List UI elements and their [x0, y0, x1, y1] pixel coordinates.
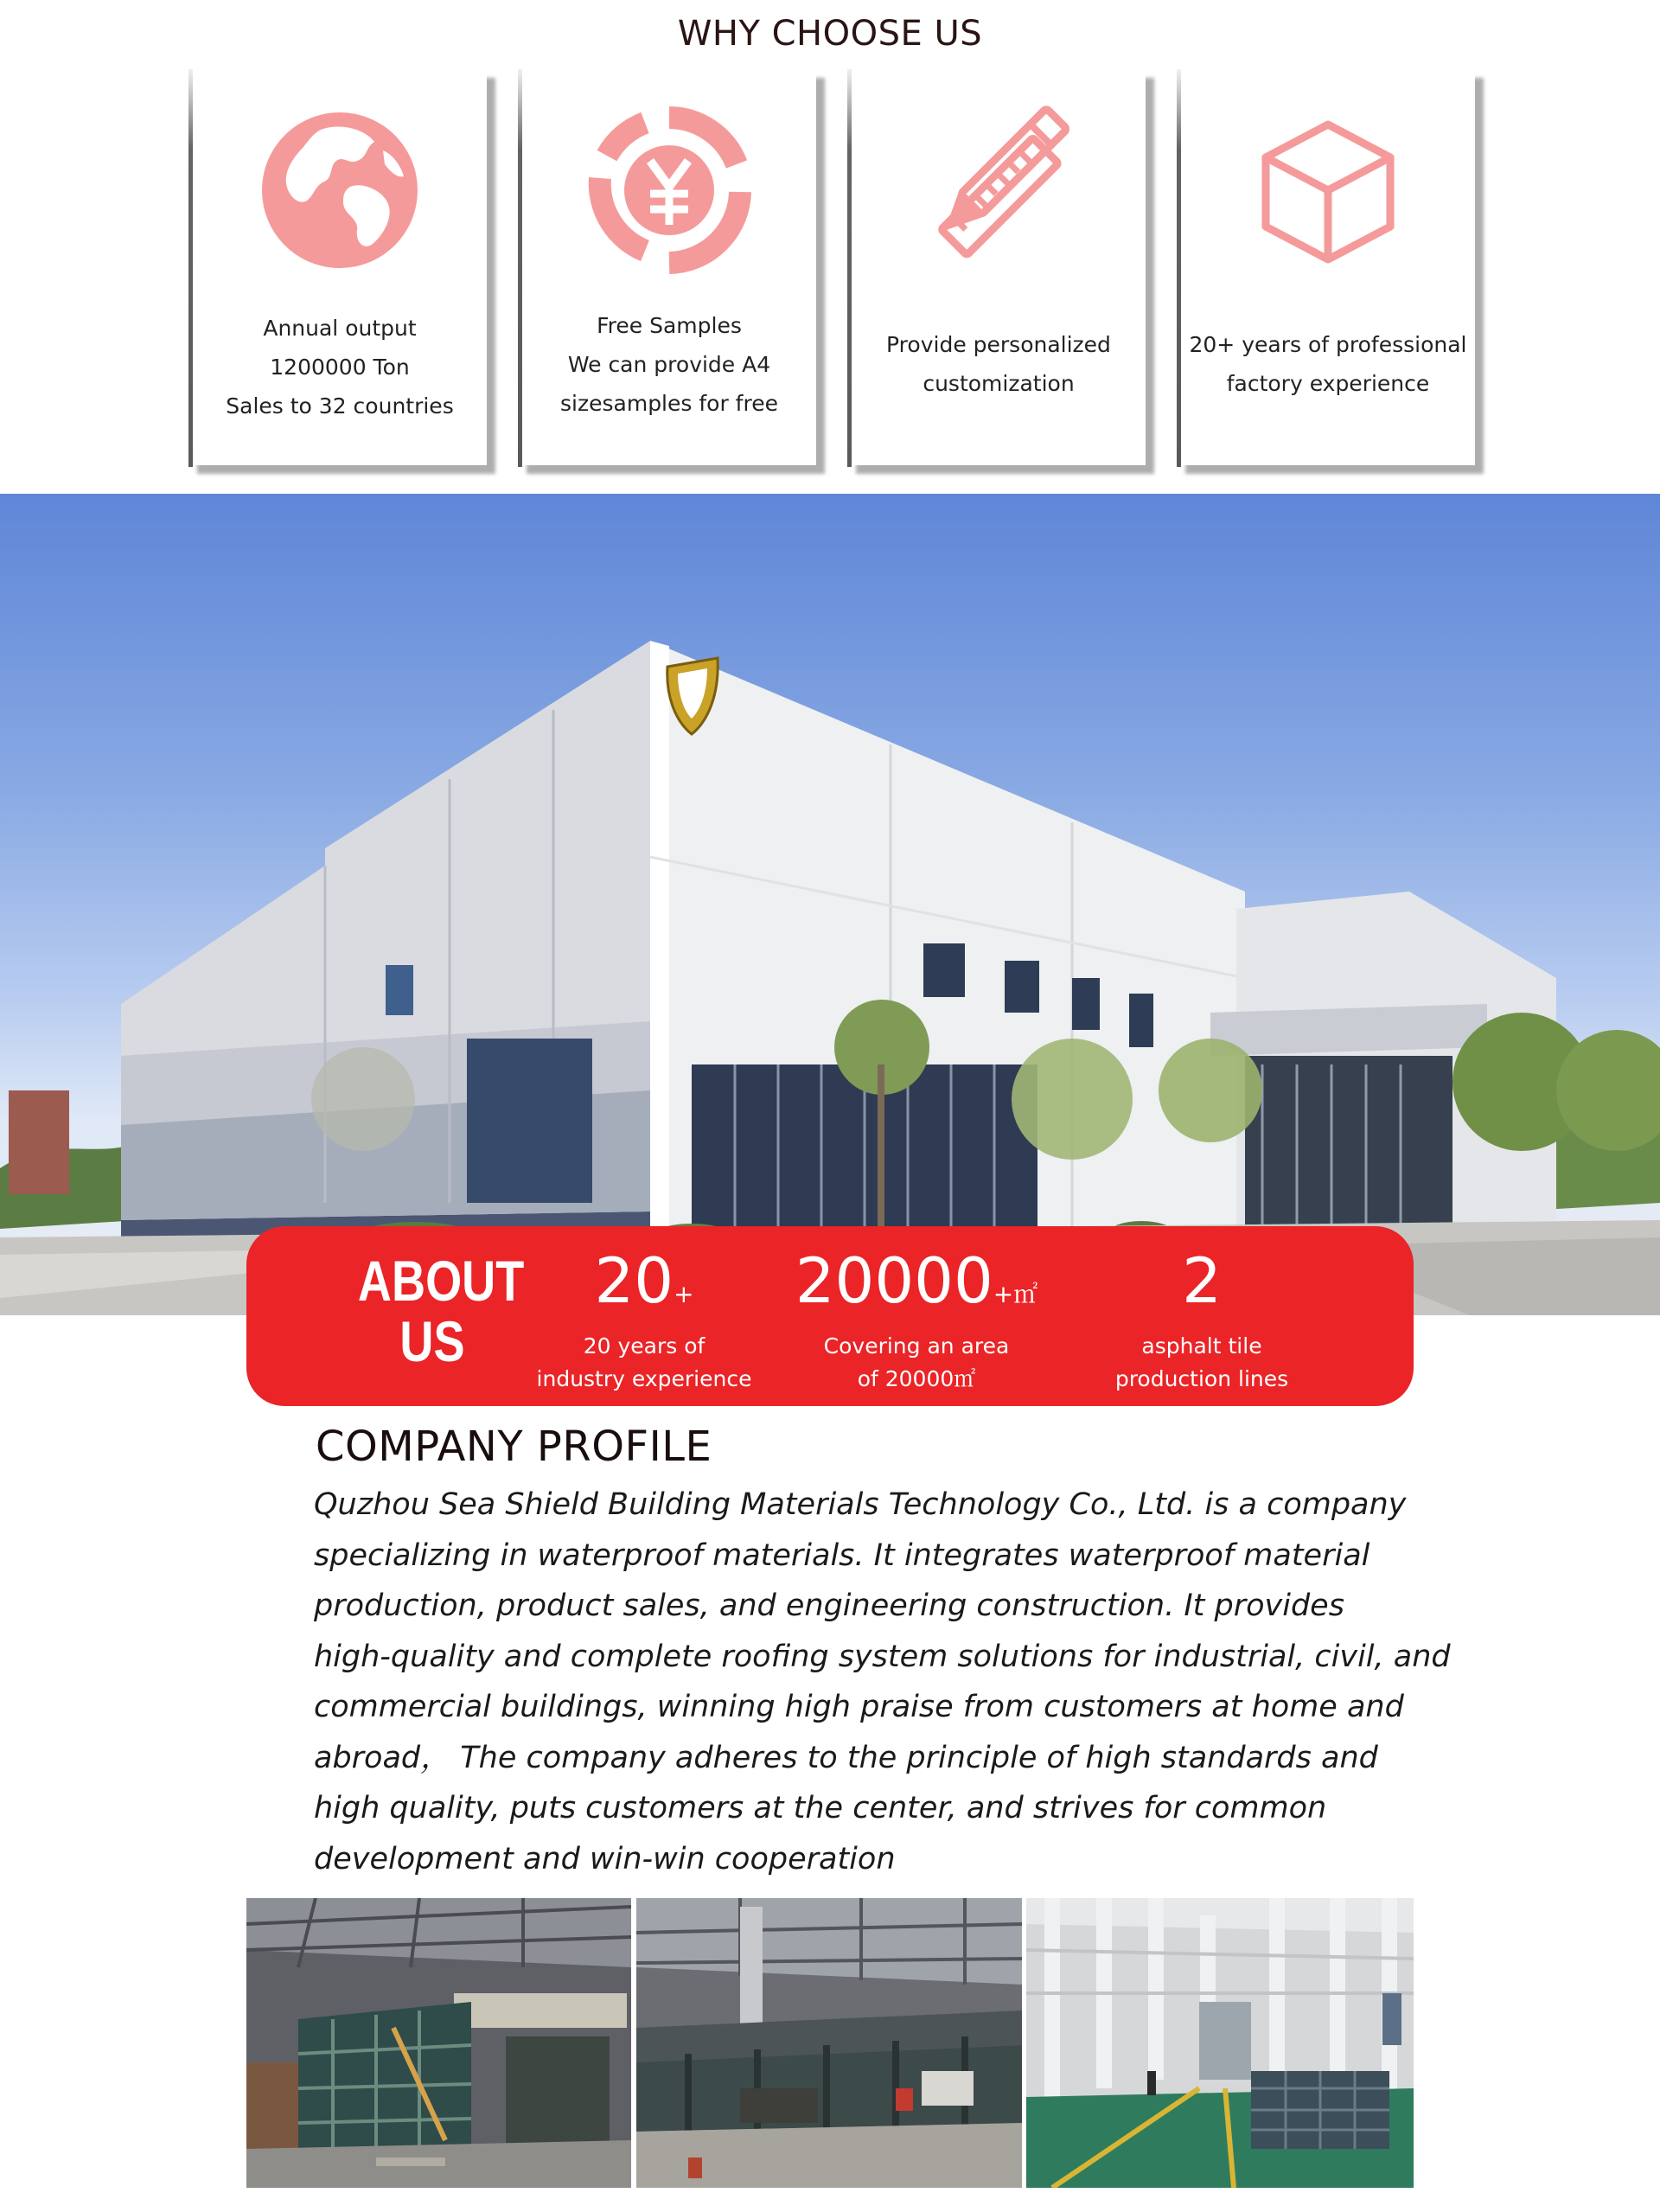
feature-line: Sales to 32 countries: [226, 393, 454, 419]
about-us-label-line: ABOUT: [357, 1249, 525, 1313]
stat-caption: of 20000㎡: [857, 1366, 976, 1391]
feature-line: 20+ years of professional: [1189, 332, 1467, 357]
about-us-stats-bar: [246, 1226, 1414, 1406]
about-us-label-line: US: [399, 1309, 465, 1373]
company-profile-text: [314, 1480, 1451, 1884]
feature-card-text: [1181, 325, 1475, 403]
profile-line: development and win-win cooperation: [314, 1841, 896, 1876]
feature-card-samples: [518, 69, 816, 465]
stat-caption: asphalt tile: [1141, 1333, 1262, 1359]
profile-line: high-quality and complete roofing system solutions for industrial, civil, and: [314, 1639, 1451, 1674]
feature-line: Annual output: [263, 316, 417, 341]
workshop-photo-2: [636, 1898, 1022, 2188]
stat-caption: Covering an area: [823, 1333, 1010, 1359]
about-us-label: [357, 1249, 525, 1373]
feature-line: sizesamples for free: [560, 391, 778, 416]
feature-line: customization: [923, 371, 1075, 396]
profile-line: production, product sales, and engineering construction. It provides: [314, 1589, 1344, 1623]
globe-icon: [253, 104, 426, 277]
profile-line: high quality, puts customers at the center, and strives for common: [314, 1791, 1327, 1825]
feature-line: Free Samples: [597, 313, 742, 338]
stat-caption: production lines: [1114, 1366, 1289, 1391]
company-profile-title: COMPANY PROFILE: [316, 1422, 712, 1471]
profile-line: commercial buildings, winning high praise from customers at home and: [314, 1690, 1404, 1724]
stat-years: [506, 1245, 782, 1396]
stat-area: [778, 1245, 1055, 1396]
stat-value: 2: [1182, 1244, 1222, 1317]
stat-suffix: +: [674, 1280, 694, 1308]
stat-lines: [1063, 1245, 1340, 1396]
stat-suffix: +㎡: [993, 1280, 1038, 1308]
feature-card-text: [852, 325, 1146, 403]
cube-icon: [1242, 104, 1414, 277]
stat-caption: 20 years of: [583, 1333, 706, 1359]
feature-card-customization: [847, 69, 1146, 465]
stat-caption: industry experience: [536, 1366, 752, 1391]
factory-building-photo: [0, 494, 1660, 1315]
feature-line: We can provide A4: [567, 352, 771, 377]
feature-card-text: [522, 306, 816, 423]
profile-line: Quzhou Sea Shield Building Materials Technology Co., Ltd. is a company: [314, 1487, 1407, 1522]
workshop-photo-3: [1026, 1898, 1414, 2188]
feature-line: 1200000 Ton: [270, 355, 410, 380]
workshop-photo-1: [246, 1898, 631, 2188]
stat-value: 20: [594, 1244, 674, 1317]
pencil-ruler-icon: [912, 104, 1085, 277]
feature-line: Provide personalized: [886, 332, 1111, 357]
feature-card-experience: [1177, 69, 1475, 465]
feature-card-text: [193, 309, 487, 425]
stat-value: 20000: [795, 1244, 993, 1317]
why-choose-us-title: WHY CHOOSE US: [677, 14, 983, 54]
yen-circle-icon: [583, 104, 756, 277]
feature-card-output: [188, 69, 487, 465]
profile-line: abroad， The company adheres to the principle of high standards and: [314, 1740, 1378, 1775]
profile-line: specializing in waterproof materials. It integrates waterproof material: [314, 1538, 1370, 1573]
feature-line: factory experience: [1226, 371, 1430, 396]
